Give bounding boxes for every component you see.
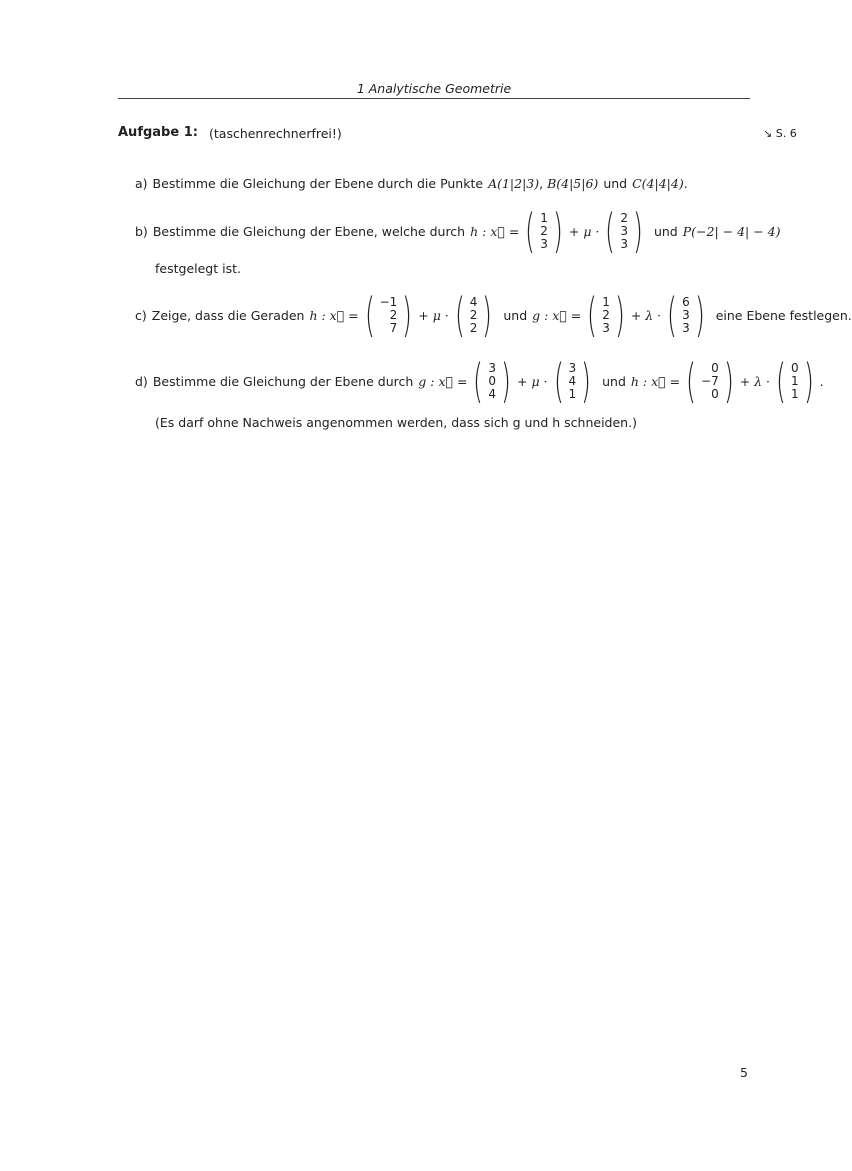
subtask-c-end: eine Ebene festlegen. <box>715 307 852 323</box>
line-h-name: h : x⃗ = <box>630 373 681 389</box>
and-word: und <box>503 307 528 323</box>
subtask-b-text: Bestimme die Gleichung der Ebene, welche durch <box>152 223 466 239</box>
subtask-c-text: Zeige, dass die Geraden <box>151 307 305 323</box>
header-divider <box>118 98 750 99</box>
support-vector-h: ( 0 −7 0 ) <box>686 354 734 408</box>
subtask-c <box>135 289 852 341</box>
line-g-name: g : x⃗ = <box>532 307 582 323</box>
line-g-name: g : x⃗ = <box>418 373 468 389</box>
direction-vector: ( 2 3 3 ) <box>605 204 643 258</box>
subtask-b <box>135 205 781 257</box>
subtask-a-label: a) <box>135 176 148 191</box>
line-h-name: h : x⃗ = <box>309 307 359 323</box>
and-word: und <box>653 223 678 239</box>
task-note: (taschenrechnerfrei!) <box>209 126 342 141</box>
mu-term: + μ · <box>517 373 548 389</box>
subtask-a: a) Bestimme die Gleichung der Ebene durch die Punkte A(1|2|3) , B(4|5|6) und C(4|4|4) . <box>135 176 688 191</box>
and-word: und <box>603 176 628 191</box>
point-p: P(−2| − 4| − 4) <box>682 223 781 239</box>
page-number: 5 <box>740 1065 748 1080</box>
direction-vector-g: ( 3 4 1 ) <box>553 354 592 408</box>
support-vector: ( 1 2 3 ) <box>525 204 563 258</box>
subtask-d <box>135 355 824 407</box>
point-a: A(1|2|3) <box>488 176 540 191</box>
sentence-end: . <box>819 373 824 389</box>
sentence-end: . <box>683 176 688 191</box>
running-header-title: 1 Analytische Geometrie <box>356 81 512 96</box>
direction-vector-h: ( 4 2 2 ) <box>454 288 493 342</box>
subtask-a-text: Bestimme die Gleichung der Ebene durch die Punkte <box>152 176 484 191</box>
direction-vector-g: ( 6 3 3 ) <box>667 288 705 342</box>
point-b: B(4|5|6) <box>547 176 599 191</box>
and-word: und <box>602 373 626 389</box>
subtask-d-label: d) <box>135 373 148 389</box>
mu-term: + μ · <box>418 307 449 323</box>
task-title: Aufgabe 1: <box>118 125 198 140</box>
support-vector-g: ( 1 2 3 ) <box>587 288 625 342</box>
subtask-c-label: c) <box>135 307 147 323</box>
subtask-b-continuation: festgelegt ist. <box>155 261 241 276</box>
point-c: C(4|4|4) <box>632 176 684 191</box>
page-reference-link[interactable]: ↘ S. 6 <box>763 127 797 140</box>
lambda-term: + λ · <box>739 373 771 389</box>
subtask-d-note: (Es darf ohne Nachweis angenommen werden, dass sich g und h schneiden.) <box>155 415 637 430</box>
lambda-term: + λ · <box>630 307 662 323</box>
support-vector-g: ( 3 0 4 ) <box>473 354 511 408</box>
subtask-d-text: Bestimme die Gleichung der Ebene durch <box>152 373 414 389</box>
support-vector-h: ( −1 2 7 ) <box>364 288 413 342</box>
line-h-name: h : x⃗ = <box>470 223 520 239</box>
subtask-b-label: b) <box>135 223 148 239</box>
mu-term: + μ · <box>568 223 600 239</box>
direction-vector-h: ( 0 1 1 ) <box>776 354 814 408</box>
